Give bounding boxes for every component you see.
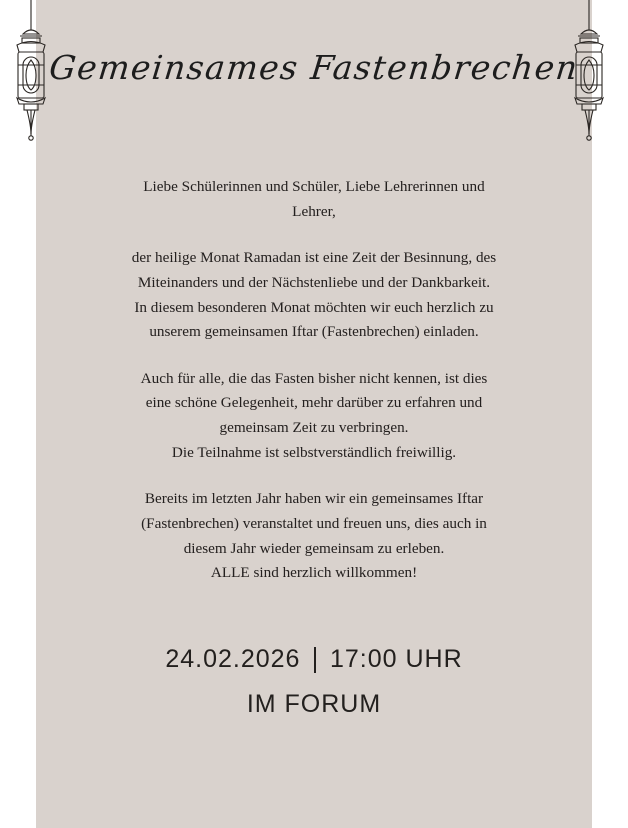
text-line: Die Teilnahme ist selbstverständlich freiwillig. <box>171 443 457 461</box>
event-time: 17:00 UHR <box>329 645 463 673</box>
text-line: In diesem besonderen Monat möchten wir euch herzlich zu <box>134 298 494 316</box>
text-line: gemeinsam Zeit zu verbringen. <box>219 419 409 436</box>
text-line: Bereits im letzten Jahr haben wir ein gemeinsames Iftar <box>144 490 484 508</box>
paragraph <box>78 246 550 345</box>
event-details <box>78 645 550 719</box>
text-line: eine schöne Gelegenheit, mehr darüber zu erfahren und <box>145 394 483 412</box>
text-line: der heilige Monat Ramadan ist eine Zeit der Besinnung, des <box>131 249 497 267</box>
page-title: Gemeinsames Fastenbrechen <box>47 48 581 87</box>
text-line: diesem Jahr wieder gemeinsam zu erleben. <box>183 539 445 557</box>
poster-body <box>78 175 550 586</box>
text-line: Liebe Schülerinnen und Schüler, Liebe Lehrerinnen und <box>143 178 485 195</box>
paragraph <box>78 175 550 224</box>
paragraph <box>78 487 550 586</box>
text-line: ALLE sind herzlich willkommen! <box>210 564 418 582</box>
event-date: 24.02.2026 <box>165 645 301 673</box>
text-line: (Fastenbrechen) veranstaltet und freuen uns, dies auch in <box>141 514 487 532</box>
text-line: Lehrer, <box>292 202 336 220</box>
divider <box>314 647 316 673</box>
text-line: Miteinanders und der Nächstenliebe und der Dankbarkeit. <box>137 273 491 291</box>
text-line: Auch für alle, die das Fasten bisher nicht kennen, ist dies <box>140 369 488 387</box>
event-date-time <box>78 645 550 674</box>
text-line: unserem gemeinsamen Iftar (Fastenbrechen) einladen. <box>149 323 479 341</box>
paragraph <box>78 367 550 466</box>
event-venue: IM FORUM <box>246 690 382 718</box>
